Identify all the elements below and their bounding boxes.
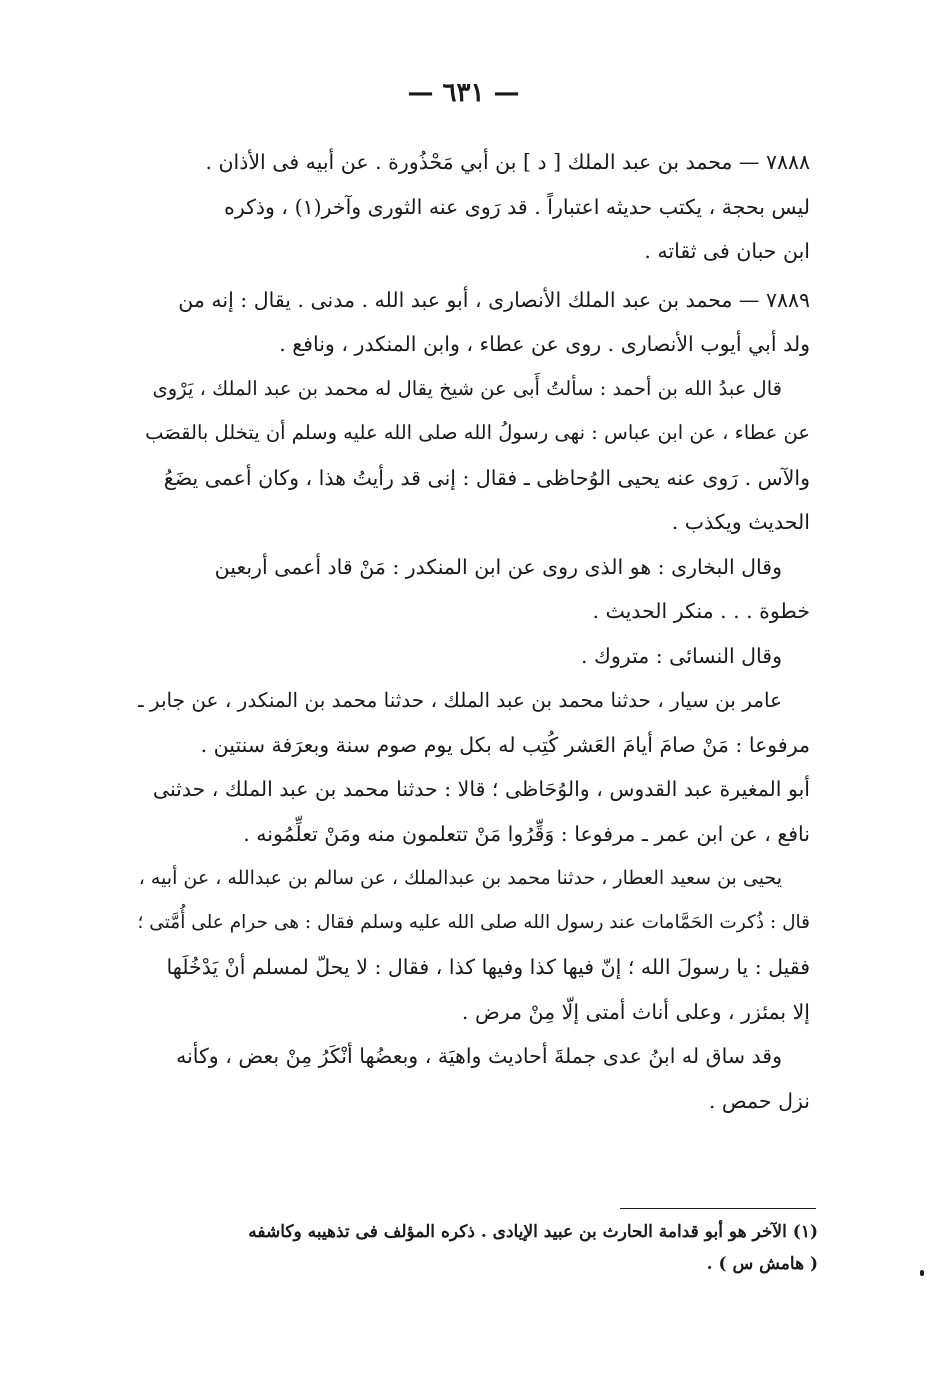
footnote-separator <box>620 1208 816 1209</box>
text-line: الحديث ويكذب . <box>671 510 810 534</box>
main-text <box>138 140 810 1123</box>
text-line: نزل حمص . <box>708 1088 810 1113</box>
text-line: ليس بحجة ، يكتب حديثه اعتباراً . قد رَوى عنه الثورى وآخر(١) ، وذكره <box>224 194 810 219</box>
text-line: أبو المغيرة عبد القدوس ، والوُحَاظى ؛ قالا : حدثنا محمد بن عبد الملك ، حدثنى <box>152 777 810 801</box>
footnote-line: ( هامش س ) . <box>706 1254 818 1274</box>
paragraph-bukhari <box>138 545 810 634</box>
text-line: عن عطاء ، عن ابن عباس : نهى رسولُ الله صلى الله عليه وسلم أن يتخلل بالقصَب <box>145 421 810 444</box>
text-line: يحيى بن سعيد العطار ، حدثنا محمد بن عبدالملك ، عن سالم بن عبدالله ، عن أبيه ، <box>138 867 782 889</box>
footnote-line: (١) الآخر هو أبو قدامة الحارث بن عبيد الإيادى . ذكره المؤلف فى تذهيبه وكاشفه <box>248 1222 818 1242</box>
text-line: وقال النسائى : متروك . <box>580 643 782 668</box>
page-number: — ٦٣١ — <box>407 78 520 108</box>
text-line: قال عبدُ الله بن أحمد : سألتُ أَبى عن شيخ يقال له محمد بن عبد الملك ، يَرْوى <box>152 376 782 400</box>
text-line: خطوة . . . منكر الحديث . <box>592 599 810 623</box>
text-line: إلا بمئزر ، وعلى أناث أمتى إلّا مِنْ مرض . <box>461 999 810 1024</box>
text-line: وقال البخارى : هو الذى روى عن ابن المنكدر : مَنْ قاد أعمى أربعين <box>214 554 782 579</box>
entry-7888 <box>138 140 810 274</box>
text-line: عامر بن سيار ، حدثنا محمد بن عبد الملك ، حدثنا محمد بن المنكدر ، عن جابر ـ <box>138 688 782 712</box>
text-line: ٧٨٨٩ — محمد بن عبد الملك الأنصارى ، أبو عبد الله . مدنى . يقال : إنه من <box>178 287 810 312</box>
scan-mark <box>920 1270 924 1276</box>
text-line: ابن حبان فى ثقاته . <box>644 239 810 263</box>
text-line: فقيل : يا رسولَ الله ؛ إنّ فيها كذا وفيها كذا ، فقال : لا يحلّ لمسلم أنْ يَدْخُلَها <box>166 955 810 979</box>
paragraph-nasai <box>138 634 810 679</box>
paragraph-yahya <box>138 856 810 1034</box>
text-line: ولد أبي أيوب الأنصارى . روى عن عطاء ، وابن المنكدر ، ونافع . <box>279 332 810 356</box>
text-line: مرفوعا : مَنْ صامَ أيامَ العَشر كُتِب له بكل يوم صوم سنة وبعرَفة سنتين . <box>200 732 810 757</box>
paragraph-abdullah <box>138 367 810 545</box>
text-line: نافع ، عن ابن عمر ـ مرفوعا : وَقِّرُوا مَنْ تتعلمون منه ومَنْ تعلِّمُونه . <box>243 821 810 846</box>
entry-7889 <box>138 278 810 367</box>
paragraph-amir <box>138 678 810 767</box>
paragraph-mughira <box>138 767 810 856</box>
text-line: ٧٨٨٨ — محمد بن عبد الملك [ د ] بن أبي مَحْذُورة . عن أبيه فى الأذان . <box>205 150 810 174</box>
text-line: قال : ذُكرت الحَمَّامات عند رسول الله صلى الله عليه وسلم فقال : هى حرام على أُمَّتى ؛ <box>138 911 810 933</box>
text-line: والآس . رَوى عنه يحيى الوُحاظى ـ فقال : إنى قد رأيتُ هذا ، وكان أعمى يضَعُ <box>163 465 810 490</box>
text-line: وقد ساق له ابنُ عدى جملةَ أحاديث واهيَة ، وبعضُها أنْكَرُ مِنْ بعض ، وكأنه <box>176 1044 782 1068</box>
paragraph-ibn-adi <box>138 1034 810 1123</box>
footnote <box>138 1216 818 1280</box>
